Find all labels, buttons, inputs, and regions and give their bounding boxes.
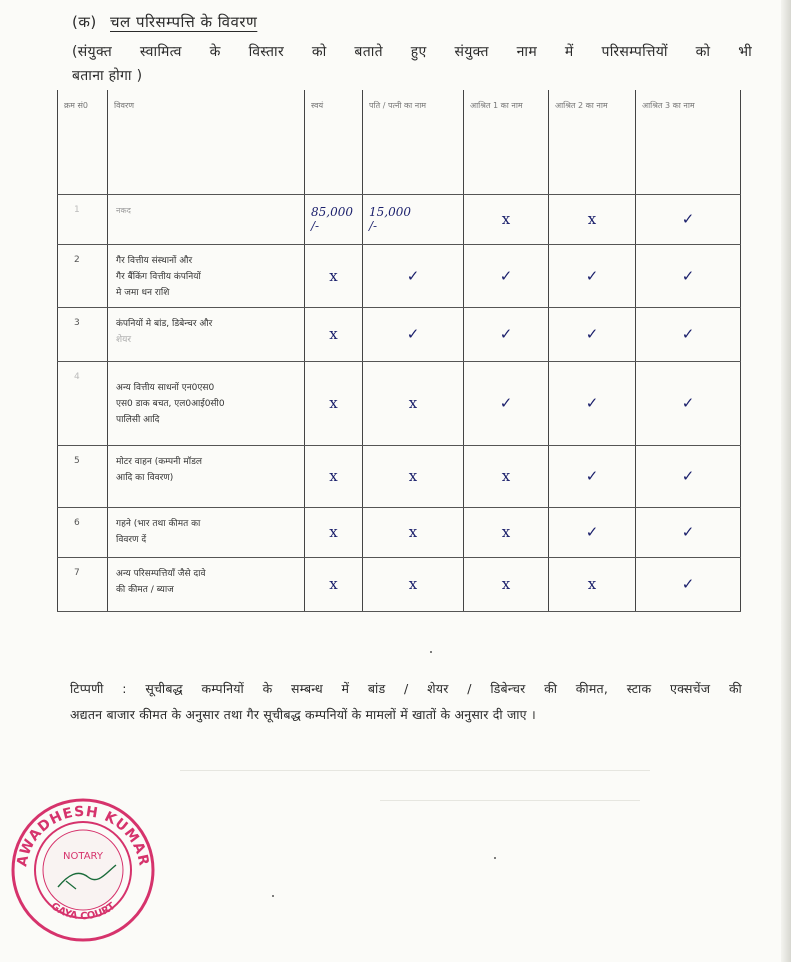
row-mark: ✓ [549, 244, 636, 307]
row-mark: ✓ [464, 244, 549, 307]
row-mark: x [549, 194, 636, 244]
section-prefix: (क) [72, 13, 97, 31]
row-mark: x [363, 361, 464, 445]
table-header-row [58, 90, 741, 194]
header-dependent-2: आश्रित 2 का नाम [549, 90, 636, 194]
row-mark: ✓ [636, 361, 741, 445]
row-serial: 3 [58, 307, 108, 361]
table-row [58, 194, 741, 244]
header-spouse: पति / पत्नी का नाम [363, 90, 464, 194]
row-mark: x [305, 557, 363, 611]
header-dependent-3: आश्रित 3 का नाम [636, 90, 741, 194]
scan-speck [494, 857, 496, 859]
row-serial: 6 [58, 507, 108, 557]
row-mark: ✓ [549, 445, 636, 507]
header-self: स्वयं [305, 90, 363, 194]
row-mark: ✓ [464, 361, 549, 445]
row-serial: 7 [58, 557, 108, 611]
row-mark: ✓ [636, 194, 741, 244]
row-serial: 5 [58, 445, 108, 507]
notary-seal [8, 795, 158, 945]
faint-rule [380, 800, 640, 801]
seal-outer-text: AWADHESH KUMAR [14, 803, 152, 868]
row-serial: 2 [58, 244, 108, 307]
table-row [58, 507, 741, 557]
table-row [58, 445, 741, 507]
row-description: अन्य परिसम्पत्तियाँ जैसे दावे की कीमत / ब्याज [108, 557, 305, 611]
scan-edge [781, 0, 791, 962]
row-mark: ✓ [636, 445, 741, 507]
row-mark: ✓ [549, 507, 636, 557]
joint-ownership-note-line-2: बताना होगा ) [72, 68, 143, 84]
row-mark: x [464, 445, 549, 507]
row-mark: ✓ [636, 244, 741, 307]
table-row [58, 244, 741, 307]
row-mark: ✓ [636, 307, 741, 361]
row-mark: x [464, 194, 549, 244]
table-row [58, 557, 741, 611]
table-row [58, 361, 741, 445]
header-description: विवरण [108, 90, 305, 194]
row-description: गैर वित्तीय संस्थानों और गैर बैंकिंग वित्तीय कंपनियों मे जमा धन राशि [108, 244, 305, 307]
row-mark: x [305, 307, 363, 361]
joint-ownership-note-line-1: (संयुक्त स्वामित्व के विस्तार को बताते हुए संयुक्त नाम में परिसम्पत्तियों को भी [72, 44, 752, 60]
scan-speck [430, 651, 432, 653]
seal-inner-text: NOTARY [63, 851, 103, 862]
footnote-line-1: टिप्पणी : सूचीबद्ध कम्पनियों के सम्बन्ध में बांड / शेयर / डिबेन्चर की कीमत, स्टाक एक्सचेंज की [70, 681, 742, 696]
row-mark: x [549, 557, 636, 611]
section-heading [72, 12, 257, 32]
seal-bottom-text: GAYA COURT [48, 900, 118, 923]
row-description: गहने (भार तथा कीमत का विवरण दें [108, 507, 305, 557]
section-title: चल परिसम्पत्ति के विवरण [110, 13, 258, 31]
scan-speck [272, 895, 274, 897]
row-description: अन्य वित्तीय साधनों एन0एस0 एस0 डाक बचत, एल0आई0सी0 पालिसी आदि [108, 361, 305, 445]
row-mark: ✓ [363, 307, 464, 361]
row-mark: ✓ [549, 307, 636, 361]
row-description: नकद [108, 194, 305, 244]
row-mark: ✓ [464, 307, 549, 361]
row-mark: x [363, 507, 464, 557]
row-mark: x [305, 445, 363, 507]
row-serial: 1 [58, 194, 108, 244]
row-serial: 4 [58, 361, 108, 445]
footnote-line-2: अद्यतन बाजार कीमत के अनुसार तथा गैर सूचीबद्ध कम्पनियों के मामलों में खातों के अनुसार दी जाए । [70, 707, 536, 722]
row-description: कंपनियों मे बांड, डिबेन्चर और शेयर [108, 307, 305, 361]
table-row [58, 307, 741, 361]
row-mark: x [305, 361, 363, 445]
row-mark: ✓ [363, 244, 464, 307]
header-dependent-1: आश्रित 1 का नाम [464, 90, 549, 194]
row-mark: ✓ [549, 361, 636, 445]
row-description: मोटर वाहन (कम्पनी मॉडल आदि का विवरण) [108, 445, 305, 507]
row-mark: x [363, 557, 464, 611]
movable-assets-table [57, 90, 741, 612]
row-mark: ✓ [636, 507, 741, 557]
row-mark: x [464, 557, 549, 611]
cash-spouse-amount: 15,000 /- [363, 194, 464, 244]
row-mark: ✓ [636, 557, 741, 611]
cash-self-amount: 85,000 /- [305, 194, 363, 244]
row-mark: x [305, 244, 363, 307]
header-serial: क्रम सं0 [58, 90, 108, 194]
faint-rule [180, 770, 650, 771]
row-mark: x [363, 445, 464, 507]
row-mark: x [305, 507, 363, 557]
row-mark: x [464, 507, 549, 557]
